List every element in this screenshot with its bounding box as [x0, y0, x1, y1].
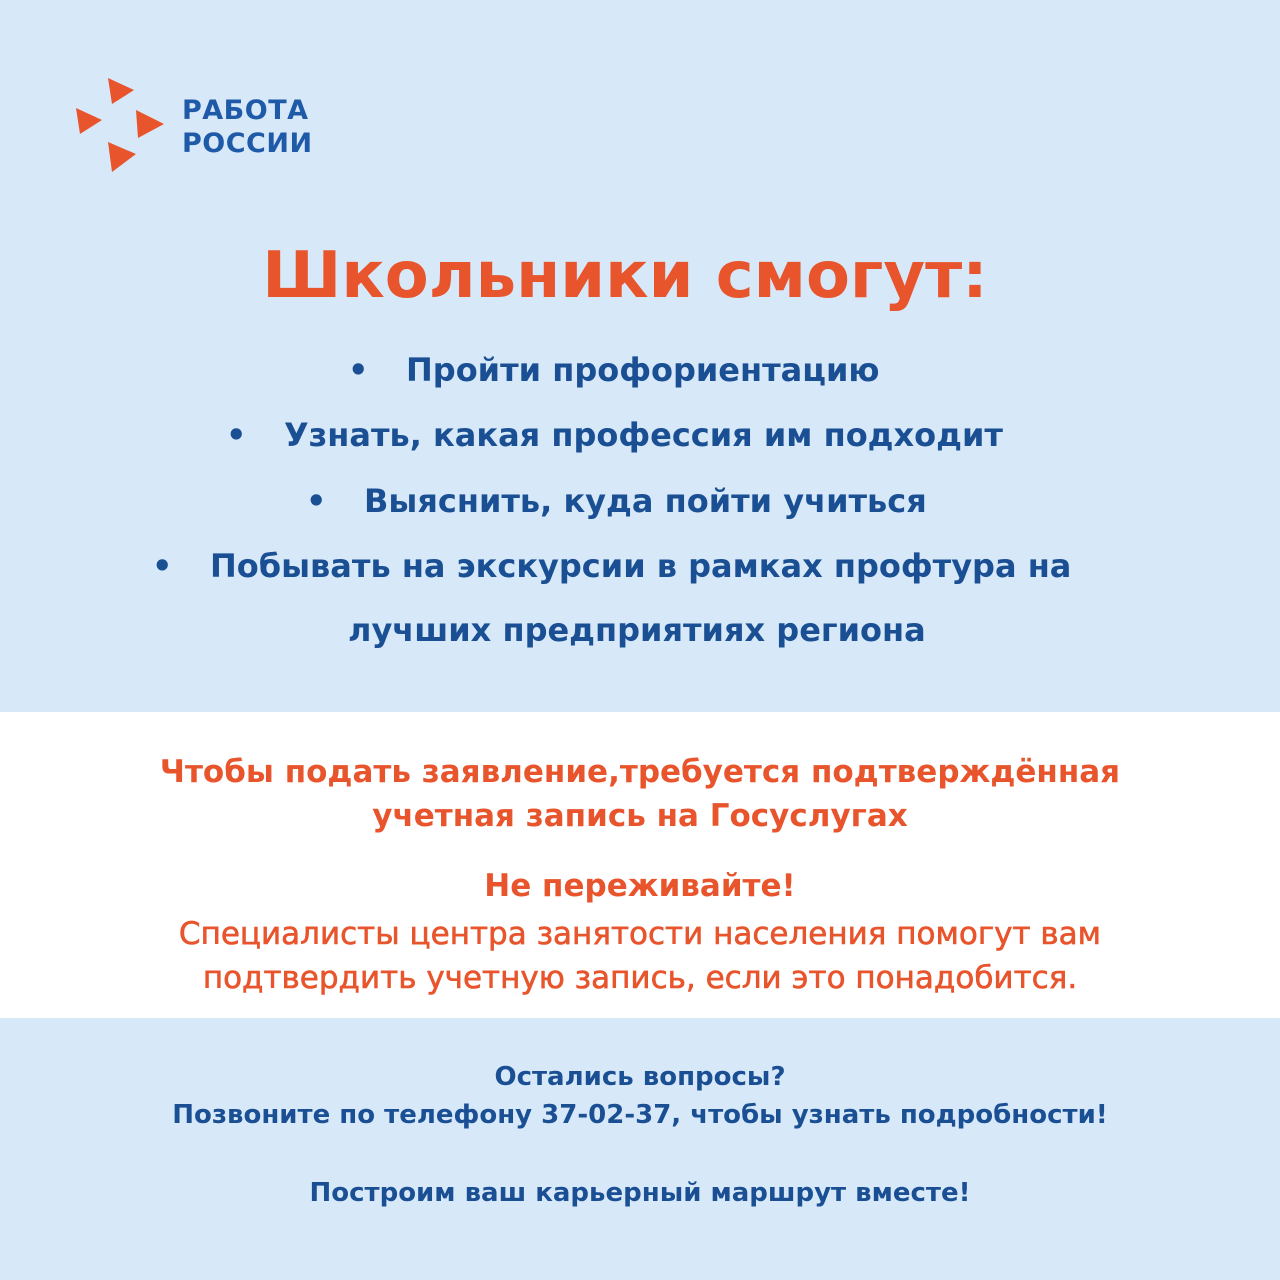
brand-line-1: РАБОТА	[182, 95, 309, 126]
contact-section	[0, 1018, 1280, 1280]
bullet-continuation	[348, 610, 926, 650]
closing-text: Построим ваш карьерный маршрут вместе!	[309, 1178, 971, 1208]
dont-worry-text: Не переживайте!	[484, 868, 796, 904]
brand-line-2: РОССИИ	[182, 128, 313, 159]
bullet-dot: •	[152, 547, 173, 585]
bullet-text: Узнать, какая профессия им подходит	[284, 416, 1003, 454]
bullet-dot: •	[348, 351, 369, 389]
requirement-line-1: Чтобы подать заявление,требуется подтверждённая	[159, 754, 1121, 790]
questions-text: Остались вопросы?	[494, 1062, 786, 1092]
bullet-text: лучших предприятиях региона	[348, 611, 926, 649]
bullet-text: Побывать на экскурсии в рамках профтура на	[210, 547, 1072, 585]
notice-section	[0, 712, 1280, 1018]
headline: Школьники смогут:	[262, 239, 988, 313]
bullet-item	[348, 350, 879, 390]
requirement-text	[0, 750, 1280, 838]
specialists-text	[0, 912, 1280, 1000]
bullet-dot: •	[226, 416, 247, 454]
bullet-text: Пройти профориентацию	[406, 351, 880, 389]
bullet-text: Выяснить, куда пойти учиться	[364, 482, 927, 520]
bullet-item	[306, 481, 927, 521]
bullet-dot: •	[306, 482, 327, 520]
specialists-line-2: подтвердить учетную запись, если это понадобится.	[202, 960, 1078, 996]
bullet-item	[226, 415, 1003, 455]
specialists-line-1: Специалисты центра занятости населения помогут вам	[178, 916, 1102, 952]
requirement-line-2: учетная запись на Госуслугах	[372, 798, 908, 834]
bullet-item	[152, 546, 1071, 586]
call-text: Позвоните по телефону 37-02-37, чтобы узнать подробности!	[172, 1100, 1108, 1130]
